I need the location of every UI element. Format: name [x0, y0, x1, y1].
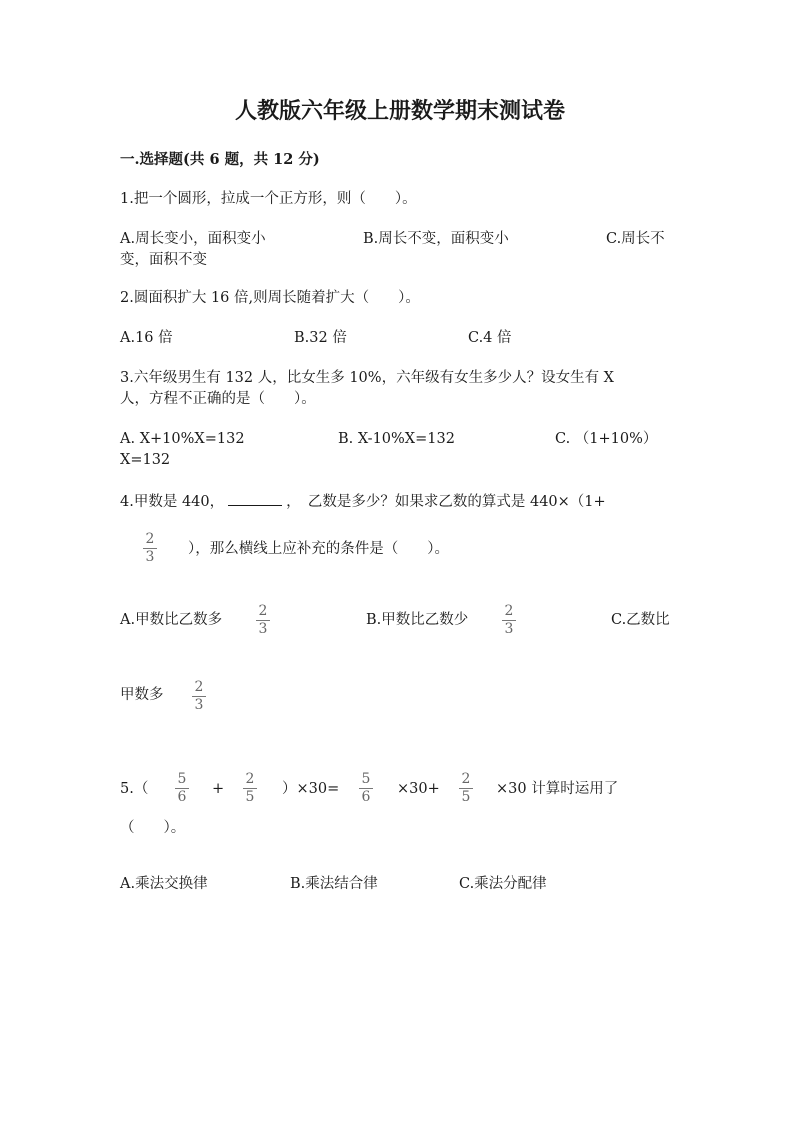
question-2-option-c: C.4 倍 — [468, 330, 512, 346]
question-4-stem-line-2: ），那么横线上应补充的条件是（ ）。 — [188, 541, 449, 557]
question-1-option-c: C.周长不 — [606, 231, 665, 247]
fraction-two-thirds — [501, 604, 517, 637]
question-3-stem-line-1: 3.六年级男生有 132 人，比女生多 10%，六年级有女生多少人？设女生有 X — [120, 370, 614, 386]
question-2-option-b: B.32 倍 — [294, 330, 347, 346]
fraction-numerator: 2 — [504, 603, 514, 619]
question-3-option-b: B. X-10%X=132 — [338, 431, 455, 447]
question-4-mid: ， 乙数是多少？如果求乙数的算式是 440×（1+ — [286, 494, 606, 510]
fraction-two-thirds — [255, 604, 271, 637]
section-heading: 一.选择题(共 6 题，共 12 分) — [120, 151, 320, 168]
question-3-option-a: A. X+10%X=132 — [120, 431, 245, 447]
question-3-stem-line-2: 人，方程不正确的是（ ）。 — [120, 391, 316, 407]
fraction-two-thirds — [142, 532, 158, 565]
question-1-stem: 1.把一个圆形，拉成一个正方形，则（ ）。 — [120, 191, 417, 207]
fraction-numerator: 2 — [194, 679, 204, 695]
question-5-close-times: ）×30= — [282, 781, 340, 797]
question-5-option-c: C.乘法分配律 — [459, 876, 547, 892]
fill-in-blank — [228, 492, 282, 506]
plus-sign: + — [212, 781, 225, 797]
fraction-numerator: 2 — [461, 771, 471, 787]
fraction-numerator: 5 — [361, 771, 371, 787]
question-5-option-a: A.乘法交换律 — [120, 876, 208, 892]
question-4-option-a: A.甲数比乙数多 — [120, 612, 223, 628]
question-1-option-c-continued: 变，面积不变 — [120, 252, 207, 268]
question-4-option-b: B.甲数比乙数少 — [366, 612, 469, 628]
question-5-times-plus: ×30+ — [397, 781, 440, 797]
question-4-prefix: 4.甲数是 440， — [120, 494, 225, 510]
fraction-denominator: 3 — [194, 697, 204, 713]
question-4-option-c-continued: 甲数多 — [120, 687, 164, 703]
question-5-open-paren: 5.（ — [120, 781, 149, 797]
fraction-numerator: 2 — [145, 531, 155, 547]
question-1-option-a: A.周长变小，面积变小 — [120, 231, 266, 247]
question-5-option-b: B.乘法结合律 — [290, 876, 378, 892]
question-4-stem-line-1 — [120, 492, 606, 511]
question-2-option-a: A.16 倍 — [120, 330, 173, 346]
fraction-two-thirds — [191, 680, 207, 713]
question-5-tail: ×30 计算时运用了 — [496, 781, 619, 797]
fraction-numerator: 2 — [258, 603, 268, 619]
fraction-denominator: 3 — [145, 549, 155, 565]
question-5-stem-line-2: （ ）。 — [120, 820, 186, 836]
question-3-option-c: C. （1+10%） — [555, 431, 658, 447]
fraction-denominator: 6 — [177, 789, 187, 805]
fraction-denominator: 5 — [461, 789, 471, 805]
question-1-option-b: B.周长不变，面积变小 — [363, 231, 509, 247]
question-2-stem: 2.圆面积扩大 16 倍,则周长随着扩大（ ）。 — [120, 290, 420, 306]
fraction-denominator: 3 — [504, 621, 514, 637]
fraction-five-sixths — [358, 772, 374, 805]
fraction-numerator: 5 — [177, 771, 187, 787]
question-3-option-c-continued: X=132 — [120, 452, 171, 468]
question-4-option-c: C.乙数比 — [611, 612, 670, 628]
fraction-numerator: 2 — [245, 771, 255, 787]
page-title: 人教版六年级上册数学期末测试卷 — [234, 98, 565, 124]
fraction-two-fifths — [458, 772, 474, 805]
fraction-denominator: 6 — [361, 789, 371, 805]
fraction-denominator: 3 — [258, 621, 268, 637]
fraction-five-sixths — [174, 772, 190, 805]
fraction-two-fifths — [242, 772, 258, 805]
fraction-denominator: 5 — [245, 789, 255, 805]
